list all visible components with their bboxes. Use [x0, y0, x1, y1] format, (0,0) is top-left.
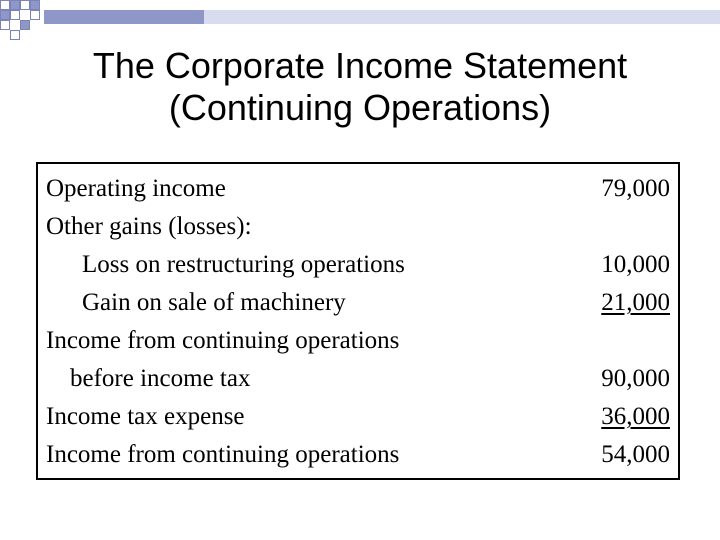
row-amount: 90,000	[601, 365, 670, 392]
statement-row	[46, 436, 670, 474]
deco-bar-light	[204, 10, 720, 24]
row-amount: 10,000	[601, 251, 670, 278]
row-amount: 54,000	[601, 441, 670, 468]
deco-square	[20, 0, 30, 10]
deco-square	[10, 0, 20, 10]
row-label: Other gains (losses):	[46, 213, 252, 240]
deco-square	[30, 10, 40, 20]
statement-row	[46, 170, 670, 208]
income-statement-box	[36, 162, 680, 480]
statement-row	[46, 360, 670, 398]
deco-square	[30, 0, 40, 10]
statement-row	[46, 398, 670, 436]
row-label: Gain on sale of machinery	[82, 289, 346, 316]
row-amount: 79,000	[601, 175, 670, 202]
deco-square	[0, 0, 10, 10]
statement-row	[46, 322, 670, 360]
deco-square	[10, 10, 20, 20]
slide-title	[0, 45, 720, 129]
row-label: Operating income	[46, 175, 226, 202]
slide-title-line-2: (Continuing Operations)	[168, 87, 552, 128]
statement-row	[46, 246, 670, 284]
row-label: Income from continuing operations	[46, 327, 400, 354]
slide-title-line-1: The Corporate Income Statement	[92, 45, 628, 86]
row-label: before income tax	[70, 365, 251, 392]
row-label: Income tax expense	[46, 403, 245, 430]
deco-square	[0, 20, 10, 30]
statement-row	[46, 284, 670, 322]
deco-square	[0, 10, 10, 20]
row-amount-underlined: 36,000	[601, 403, 670, 430]
statement-row	[46, 208, 670, 246]
decorative-header-band	[0, 0, 720, 40]
deco-square	[10, 30, 20, 40]
row-label: Income from continuing operations	[46, 441, 400, 468]
row-label: Loss on restructuring operations	[82, 251, 405, 278]
deco-bar	[44, 10, 204, 24]
deco-square	[20, 20, 30, 30]
row-amount-underlined: 21,000	[601, 289, 670, 316]
